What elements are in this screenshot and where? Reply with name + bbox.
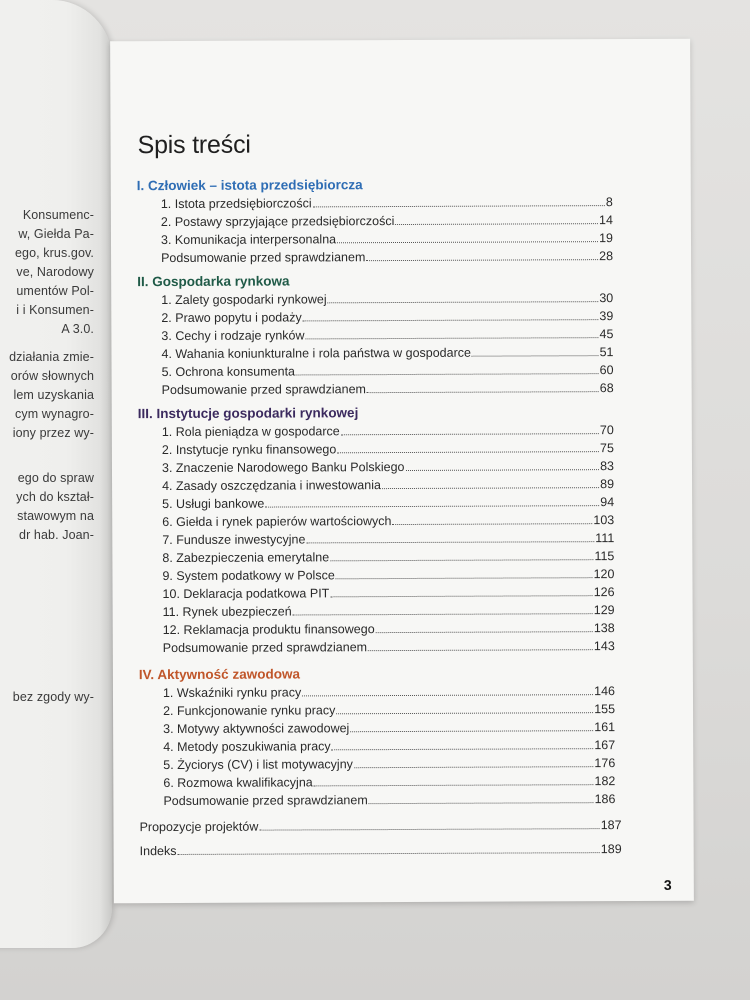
left-page-text: lem uzyskania bbox=[13, 388, 94, 402]
page-number: 3 bbox=[663, 876, 672, 893]
toc-entry-index[interactable]: Indeks 189 bbox=[139, 842, 622, 859]
toc-entry[interactable]: 5. Usługi bankowe 94 bbox=[162, 495, 615, 512]
toc-entry[interactable]: 3. Znaczenie Narodowego Banku Polskiego 83 bbox=[161, 459, 615, 476]
left-page-text: orów słownych bbox=[10, 369, 94, 383]
left-page-text: ych do kształ- bbox=[16, 490, 94, 504]
toc-entry[interactable]: Podsumowanie przed sprawdzianem 68 bbox=[161, 381, 614, 398]
toc-entry[interactable]: Podsumowanie przed sprawdzianem 186 bbox=[163, 792, 616, 809]
left-page-text: stawowym na bbox=[17, 509, 94, 523]
toc-entry[interactable]: 3. Motywy aktywności zawodowej 161 bbox=[163, 720, 616, 737]
toc-entry[interactable]: 1. Zalety gospodarki rynkowej 30 bbox=[161, 291, 614, 308]
toc-entry[interactable]: 2. Postawy sprzyjające przedsiębiorczości 14 bbox=[160, 213, 613, 230]
toc-entry[interactable]: 5. Życiorys (CV) i list motywacyjny 176 bbox=[163, 756, 616, 773]
left-page-text: Konsumenc- bbox=[22, 208, 94, 222]
section-heading-2: II. Gospodarka rynkowa bbox=[137, 273, 290, 290]
left-page-text: bez zgody wy- bbox=[12, 690, 94, 704]
toc-entry[interactable]: 4. Metody poszukiwania pracy 167 bbox=[163, 738, 616, 755]
toc-entry[interactable]: 2. Funkcjonowanie rynku pracy 155 bbox=[163, 702, 616, 719]
section-heading-4: IV. Aktywność zawodowa bbox=[138, 666, 300, 683]
toc-entry[interactable]: 8. Zabezpieczenia emerytalne 115 bbox=[162, 549, 615, 566]
toc-entry[interactable]: 2. Instytucje rynku finansowego 75 bbox=[161, 441, 614, 458]
left-page-text: A 3.0. bbox=[61, 322, 94, 336]
left-page bbox=[0, 0, 112, 948]
section-heading-1: I. Człowiek – istota przedsiębiorcza bbox=[136, 177, 363, 194]
left-page-text: iony przez wy- bbox=[12, 426, 94, 440]
toc-entry[interactable]: 7. Fundusze inwestycyjne 111 bbox=[162, 531, 615, 548]
left-page-text: dr hab. Joan- bbox=[19, 528, 94, 542]
toc-entry[interactable]: 3. Komunikacja interpersonalna 19 bbox=[160, 231, 614, 248]
section-heading-3: III. Instytucje gospodarki rynkowej bbox=[137, 405, 359, 422]
toc-entry[interactable]: 1. Rola pieniądza w gospodarce 70 bbox=[161, 423, 614, 440]
toc-entry[interactable]: 6. Giełda i rynek papierów wartościowych 103 bbox=[162, 513, 615, 530]
toc-entry[interactable]: 5. Ochrona konsumenta 60 bbox=[161, 363, 614, 380]
left-page-text: i i Konsumen- bbox=[16, 303, 94, 317]
left-page-text: ego do spraw bbox=[17, 471, 94, 485]
left-page-text: działania zmie- bbox=[9, 350, 94, 364]
page-title: Spis treści bbox=[137, 130, 251, 160]
toc-entry[interactable]: 4. Zasady oszczędzania i inwestowania 89 bbox=[162, 477, 615, 494]
left-page-text: cym wynagro- bbox=[15, 407, 94, 421]
toc-page bbox=[110, 39, 694, 904]
toc-entry[interactable]: 2. Prawo popytu i podaży 39 bbox=[161, 309, 614, 326]
toc-entry[interactable]: 11. Rynek ubezpieczeń 129 bbox=[162, 603, 615, 620]
toc-entry[interactable]: 3. Cechy i rodzaje rynków 45 bbox=[161, 327, 614, 344]
toc-entry[interactable]: 10. Deklaracja podatkowa PIT 126 bbox=[162, 585, 615, 602]
toc-entry[interactable]: 12. Reklamacja produktu finansowego 138 bbox=[162, 621, 615, 638]
left-page-text: w, Giełda Pa- bbox=[18, 227, 94, 241]
toc-entry[interactable]: 1. Wskaźniki rynku pracy 146 bbox=[162, 684, 615, 701]
left-page-text: ve, Narodowy bbox=[16, 265, 94, 279]
toc-entry[interactable]: 4. Wahania koniunkturalne i rola państwa w gospodarce 51 bbox=[161, 345, 614, 362]
left-page-text: ego, krus.gov. bbox=[15, 246, 94, 260]
toc-entry[interactable]: 9. System podatkowy w Polsce 120 bbox=[162, 567, 615, 584]
left-page-text: umentów Pol- bbox=[16, 284, 94, 298]
toc-entry[interactable]: 1. Istota przedsiębiorczości 8 bbox=[160, 195, 613, 212]
toc-entry[interactable]: 6. Rozmowa kwalifikacyjna 182 bbox=[163, 774, 616, 791]
toc-entry-projects[interactable]: Propozycje projektów 187 bbox=[139, 818, 622, 835]
toc-entry[interactable]: Podsumowanie przed sprawdzianem 143 bbox=[162, 639, 615, 656]
toc-entry[interactable]: Podsumowanie przed sprawdzianem 28 bbox=[161, 249, 614, 266]
